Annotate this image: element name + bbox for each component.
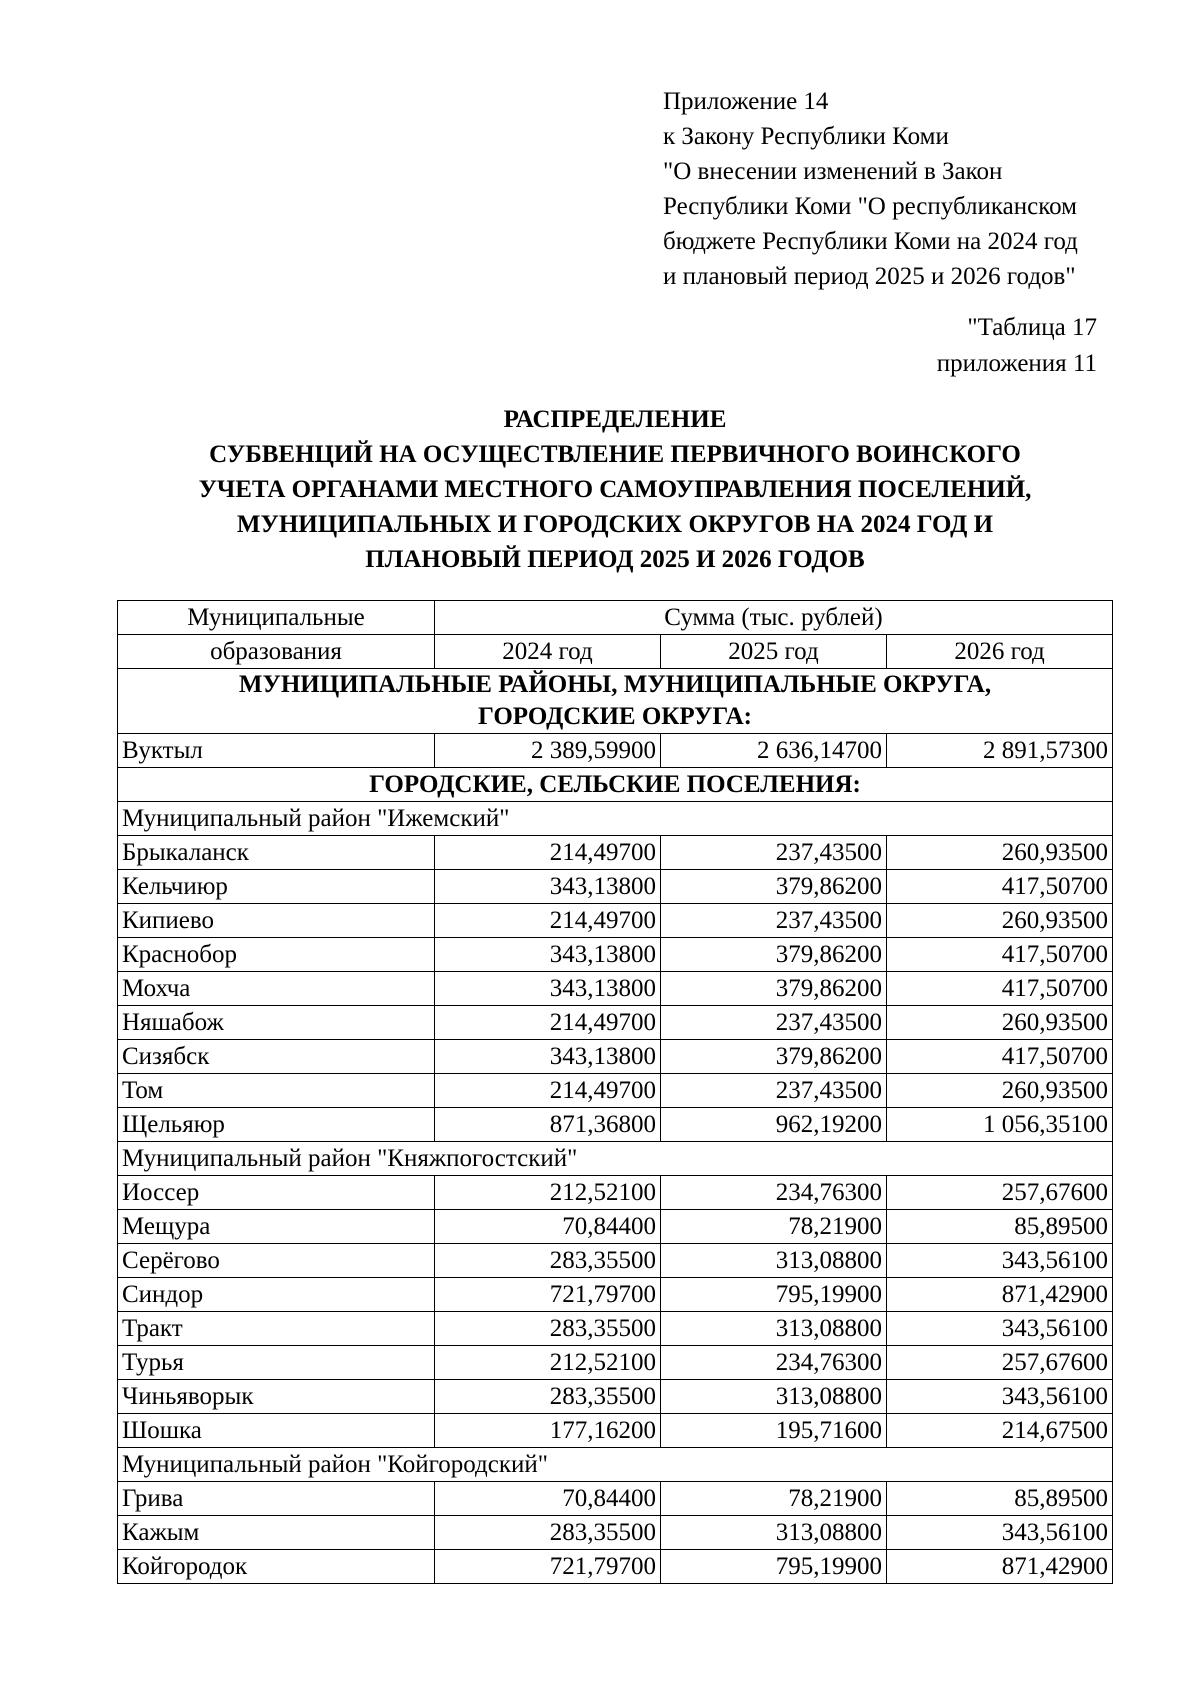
table-row [118, 1244, 1113, 1278]
table-row [118, 904, 1113, 938]
municipality-name: Няшабож [118, 1006, 435, 1040]
header-row [118, 601, 1113, 635]
section-settlements-title: ГОРОДСКИЕ, СЕЛЬСКИЕ ПОСЕЛЕНИЯ: [118, 768, 1113, 802]
amount-2026: 343,56100 [887, 1312, 1113, 1346]
district-name: Муниципальный район "Княжпогостский" [118, 1142, 1113, 1176]
title-line: УЧЕТА ОРГАНАМИ МЕСТНОГО САМОУПРАВЛЕНИЯ ПОСЕЛЕНИЙ, [198, 476, 1032, 503]
amount-2026: 343,56100 [887, 1244, 1113, 1278]
district-name-row [118, 1448, 1113, 1482]
amount-2025: 78,21900 [661, 1482, 887, 1516]
amount-2025: 78,21900 [661, 1210, 887, 1244]
municipality-name: Турья [118, 1346, 435, 1380]
municipal-header-line1: Муниципальные [118, 601, 435, 635]
amount-2024: 283,35500 [435, 1244, 661, 1278]
municipality-name: Краснобор [118, 938, 435, 972]
amount-2025: 379,86200 [661, 1040, 887, 1074]
amount-2025: 237,43500 [661, 836, 887, 870]
district-name: Муниципальный район "Койгородский" [118, 1448, 1113, 1482]
amount-2024: 343,13800 [435, 1040, 661, 1074]
amount-2026: 417,50700 [887, 972, 1113, 1006]
amount-2024: 343,13800 [435, 870, 661, 904]
amount-2025: 237,43500 [661, 1074, 887, 1108]
amount-2024: 214,49700 [435, 1006, 661, 1040]
amount-2026: 85,89500 [887, 1210, 1113, 1244]
amount-2024: 343,13800 [435, 972, 661, 1006]
municipality-name: Мещура [118, 1210, 435, 1244]
table-row [118, 1278, 1113, 1312]
distribution-table [117, 600, 1113, 1584]
appendix-note [663, 84, 1123, 294]
amount-2026: 260,93500 [887, 836, 1113, 870]
municipality-name: Щельяюр [118, 1108, 435, 1142]
amount-2025: 195,71600 [661, 1414, 887, 1448]
amount-2026: 417,50700 [887, 870, 1113, 904]
amount-2025: 379,86200 [661, 870, 887, 904]
document-title [118, 402, 1112, 577]
amount-2026: 417,50700 [887, 938, 1113, 972]
amount-2024: 721,79700 [435, 1550, 661, 1584]
title-line: ПЛАНОВЫЙ ПЕРИОД 2025 И 2026 ГОДОВ [365, 546, 865, 573]
amount-2026: 2 891,57300 [887, 734, 1113, 768]
table-row [118, 1176, 1113, 1210]
municipality-name: Иоссер [118, 1176, 435, 1210]
municipality-name: Тракт [118, 1312, 435, 1346]
district-name: Муниципальный район "Ижемский" [118, 802, 1113, 836]
amount-2024: 177,16200 [435, 1414, 661, 1448]
amount-2024: 871,36800 [435, 1108, 661, 1142]
municipality-name: Койгородок [118, 1550, 435, 1584]
amount-2026: 260,93500 [887, 904, 1113, 938]
municipality-name: Грива [118, 1482, 435, 1516]
amount-2026: 214,67500 [887, 1414, 1113, 1448]
table-row [118, 972, 1113, 1006]
amount-2026: 343,56100 [887, 1516, 1113, 1550]
amount-2025: 237,43500 [661, 904, 887, 938]
amount-2024: 70,84400 [435, 1210, 661, 1244]
table-row [118, 1210, 1113, 1244]
table-row [118, 1074, 1113, 1108]
appendix-line: к Закону Республики Коми [663, 123, 949, 150]
section-settlements-title-row [118, 768, 1113, 802]
amount-2025: 962,19200 [661, 1108, 887, 1142]
table-reference-line2: приложения 11 [936, 350, 1097, 377]
amount-2025: 313,08800 [661, 1244, 887, 1278]
table-row [118, 1040, 1113, 1074]
header-row [118, 635, 1113, 669]
amount-2024: 283,35500 [435, 1380, 661, 1414]
amount-2026: 257,67600 [887, 1346, 1113, 1380]
amount-2026: 260,93500 [887, 1074, 1113, 1108]
amount-2024: 214,49700 [435, 836, 661, 870]
amount-2025: 795,19900 [661, 1278, 887, 1312]
appendix-line: Приложение 14 [663, 88, 829, 115]
municipality-name: Том [118, 1074, 435, 1108]
amount-2024: 283,35500 [435, 1312, 661, 1346]
municipality-name: Шошка [118, 1414, 435, 1448]
year-2025-header: 2025 год [661, 635, 887, 669]
sum-header: Сумма (тыс. рублей) [435, 601, 1113, 635]
municipality-name: Синдор [118, 1278, 435, 1312]
table-row [118, 870, 1113, 904]
amount-2025: 2 636,14700 [661, 734, 887, 768]
amount-2026: 85,89500 [887, 1482, 1113, 1516]
table-row [118, 1380, 1113, 1414]
year-2026-header: 2026 год [887, 635, 1113, 669]
municipality-name: Мохча [118, 972, 435, 1006]
municipality-name: Кипиево [118, 904, 435, 938]
municipality-name: Сизябск [118, 1040, 435, 1074]
amount-2025: 795,19900 [661, 1550, 887, 1584]
amount-2025: 313,08800 [661, 1312, 887, 1346]
amount-2026: 343,56100 [887, 1380, 1113, 1414]
appendix-line: и плановый период 2025 и 2026 годов" [663, 263, 1076, 290]
district-name-row [118, 1142, 1113, 1176]
amount-2026: 417,50700 [887, 1040, 1113, 1074]
table-row [118, 1516, 1113, 1550]
municipality-name: Серёгово [118, 1244, 435, 1278]
amount-2024: 283,35500 [435, 1516, 661, 1550]
table-reference [937, 310, 1097, 382]
table-row [118, 1414, 1113, 1448]
table-body [118, 601, 1113, 1584]
title-line: РАСПРЕДЕЛЕНИЕ [503, 406, 727, 433]
district-name-row [118, 802, 1113, 836]
amount-2025: 379,86200 [661, 972, 887, 1006]
amount-2024: 2 389,59900 [435, 734, 661, 768]
table-row [118, 938, 1113, 972]
municipality-name: Кельчиюр [118, 870, 435, 904]
amount-2024: 212,52100 [435, 1176, 661, 1210]
table-reference-line1: "Таблица 17 [967, 314, 1097, 341]
amount-2024: 721,79700 [435, 1278, 661, 1312]
amount-2025: 313,08800 [661, 1380, 887, 1414]
table-row [118, 1482, 1113, 1516]
municipality-name: Вуктыл [118, 734, 435, 768]
amount-2024: 214,49700 [435, 1074, 661, 1108]
title-line: МУНИЦИПАЛЬНЫХ И ГОРОДСКИХ ОКРУГОВ НА 2024 ГОД И [236, 511, 994, 538]
municipality-name: Кажым [118, 1516, 435, 1550]
table-row [118, 1550, 1113, 1584]
amount-2024: 214,49700 [435, 904, 661, 938]
amount-2026: 871,42900 [887, 1550, 1113, 1584]
municipality-name: Брыкаланск [118, 836, 435, 870]
municipality-name: Чиньяворык [118, 1380, 435, 1414]
table-row [118, 1108, 1113, 1142]
amount-2026: 871,42900 [887, 1278, 1113, 1312]
amount-2025: 313,08800 [661, 1516, 887, 1550]
section-row [118, 669, 1113, 734]
amount-2025: 234,76300 [661, 1346, 887, 1380]
section-districts-title-line2: ГОРОДСКИЕ ОКРУГА: [478, 703, 752, 730]
amount-2026: 257,67600 [887, 1176, 1113, 1210]
amount-2024: 343,13800 [435, 938, 661, 972]
municipal-header-line2: образования [118, 635, 435, 669]
table-row [118, 1006, 1113, 1040]
amount-2025: 379,86200 [661, 938, 887, 972]
amount-2026: 260,93500 [887, 1006, 1113, 1040]
amount-2024: 70,84400 [435, 1482, 661, 1516]
appendix-line: "О внесении изменений в Закон [663, 158, 1003, 185]
table-row [118, 1312, 1113, 1346]
title-line: СУБВЕНЦИЙ НА ОСУЩЕСТВЛЕНИЕ ПЕРВИЧНОГО ВОИНСКОГО [209, 441, 1021, 468]
table-row [118, 1346, 1113, 1380]
section-districts-title-line1: МУНИЦИПАЛЬНЫЕ РАЙОНЫ, МУНИЦИПАЛЬНЫЕ ОКРУГА, [238, 671, 992, 698]
appendix-line: Республики Коми "О республиканском [663, 193, 1077, 220]
table-row [118, 836, 1113, 870]
table-row [118, 734, 1113, 768]
year-2024-header: 2024 год [435, 635, 661, 669]
amount-2025: 234,76300 [661, 1176, 887, 1210]
appendix-line: бюджете Республики Коми на 2024 год [663, 228, 1078, 255]
amount-2026: 1 056,35100 [887, 1108, 1113, 1142]
section-districts-title [118, 669, 1113, 734]
amount-2024: 212,52100 [435, 1346, 661, 1380]
amount-2025: 237,43500 [661, 1006, 887, 1040]
